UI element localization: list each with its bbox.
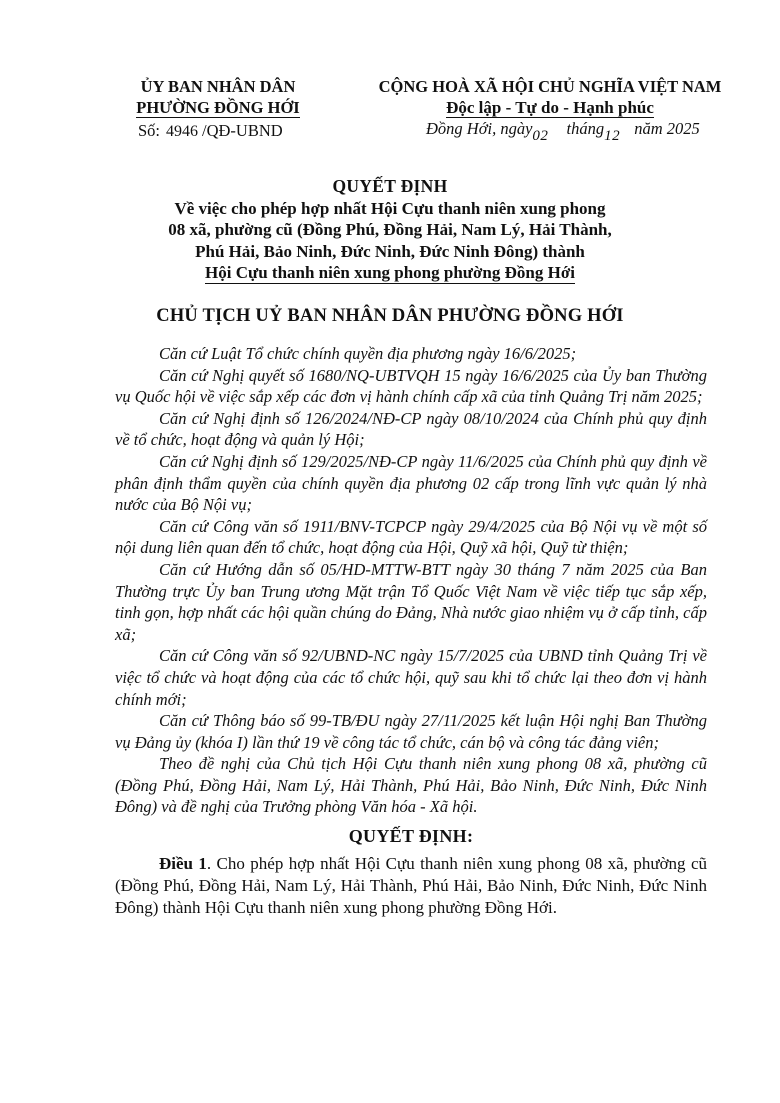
title-main: QUYẾT ĐỊNH [332,176,448,196]
date-place: Đồng Hới, ngày [426,119,533,138]
citation: Căn cứ Công văn số 1911/BNV-TCPCP ngày 29/4/2025 của Bộ Nội vụ về một số nội dung liên quan đến tổ chức, hoạt động của Hội, Quỹ xã hội, Quỹ từ thiện; [115,516,707,558]
issuing-authority: CHỦ TỊCH UỶ BAN NHÂN DÂN PHƯỜNG ĐỒNG HỚI [156,306,624,326]
agency-line-1: ỦY BAN NHÂN DÂN [140,77,296,96]
decision-title [90,176,690,284]
date-year: năm 2025 [634,119,700,138]
article-1 [115,853,707,919]
citation: Căn cứ Nghị quyết số 1680/NQ-UBTVQH 15 ngày 16/6/2025 của Ủy ban Thường vụ Quốc hội về việc sắp xếp các đơn vị hành chính cấp xã của tỉnh Quảng Trị năm 2025; [115,365,707,407]
document-body [115,343,707,919]
title-line-4: Hội Cựu thanh niên xung phong phường Đồng Hới [205,263,575,282]
citation: Theo đề nghị của Chủ tịch Hội Cựu thanh niên xung phong 08 xã, phường cũ (Đồng Phú, Đồng Hải, Nam Lý, Hải Thành, Phú Hải, Bảo Ninh, Đức Ninh, Đức Ninh Đông) và đề nghị của Trưởng phòng Văn hóa - Xã hội. [115,754,707,817]
citation: Căn cứ Công văn số 92/UBND-NC ngày 15/7/2025 của UBND tỉnh Quảng Trị về việc tổ chức và hoạt động của các tổ chức hội, quỹ sau khi tổ chức lại theo đơn vị hành chính mới; [115,646,707,709]
citation: Căn cứ Luật Tổ chức chính quyền địa phương ngày 16/6/2025; [159,344,577,363]
article-1-label: Điều 1 [159,854,207,874]
agency-line-2: PHƯỜNG ĐỒNG HỚI [136,98,300,117]
citation: Căn cứ Nghị định số 129/2025/NĐ-CP ngày 11/6/2025 của Chính phủ quy định về phân định thẩm quyền của chính quyền địa phương 02 cấp trong lĩnh vực quản lý nhà nước của Bộ Nội vụ; [115,451,707,515]
issuing-agency [118,76,318,118]
doc-no-prefix: Số: [138,121,161,140]
citation: Căn cứ Thông báo số 99-TB/ĐU ngày 27/11/2025 kết luận Hội nghị Ban Thường vụ Đảng ủy (khóa I) lần thứ 19 về công tác tổ chức, cán bộ và công tác đảng viên; [115,711,707,752]
doc-no-suffix: /QĐ-UBND [202,121,283,140]
title-line-3: Phú Hải, Bảo Ninh, Đức Ninh, Đức Ninh Đông) thành [195,241,585,261]
date-day: 02 [532,128,549,144]
decision-heading: QUYẾT ĐỊNH: [348,826,474,847]
citation: Căn cứ Hướng dẫn số 05/HD-MTTW-BTT ngày 30 tháng 7 năm 2025 của Ban Thường trực Ủy ban Trung ương Mặt trận Tổ Quốc Việt Nam về việc tiếp tục sắp xếp, tinh gọn, hợp nhất các hội quần chúng do Đảng, Nhà nước giao nhiệm vụ ở cấp tỉnh, cấp xã; [115,559,707,644]
date-month: 12 [604,128,621,144]
article-1-text: . Cho phép hợp nhất Hội Cựu thanh niên xung phong 08 xã, phường cũ (Đồng Phú, Đồng Hải, Nam Lý, Hải Thành, Phú Hải, Bảo Ninh, Đức Ninh, Đức Ninh Đông) thành Hội Cựu thanh niên xung phong phường Đồng Hới. [115,854,708,918]
national-header [370,76,730,118]
doc-no-number: 4946 [166,123,199,140]
document-number [138,121,283,141]
citation: Căn cứ Nghị định số 126/2024/NĐ-CP ngày 08/10/2024 của Chính phủ quy định về tổ chức, hoạt động và quản lý Hội; [115,408,707,450]
title-line-1: Về việc cho phép hợp nhất Hội Cựu thanh niên xung phong [174,198,606,218]
title-line-2: 08 xã, phường cũ (Đồng Phú, Đồng Hải, Nam Lý, Hải Thành, [168,220,612,239]
national-motto: Độc lập - Tự do - Hạnh phúc [446,98,654,117]
date-month-label: tháng [566,119,605,138]
place-date [426,119,700,144]
country-name: CỘNG HOÀ XÃ HỘI CHỦ NGHĨA VIỆT NAM [378,77,722,96]
